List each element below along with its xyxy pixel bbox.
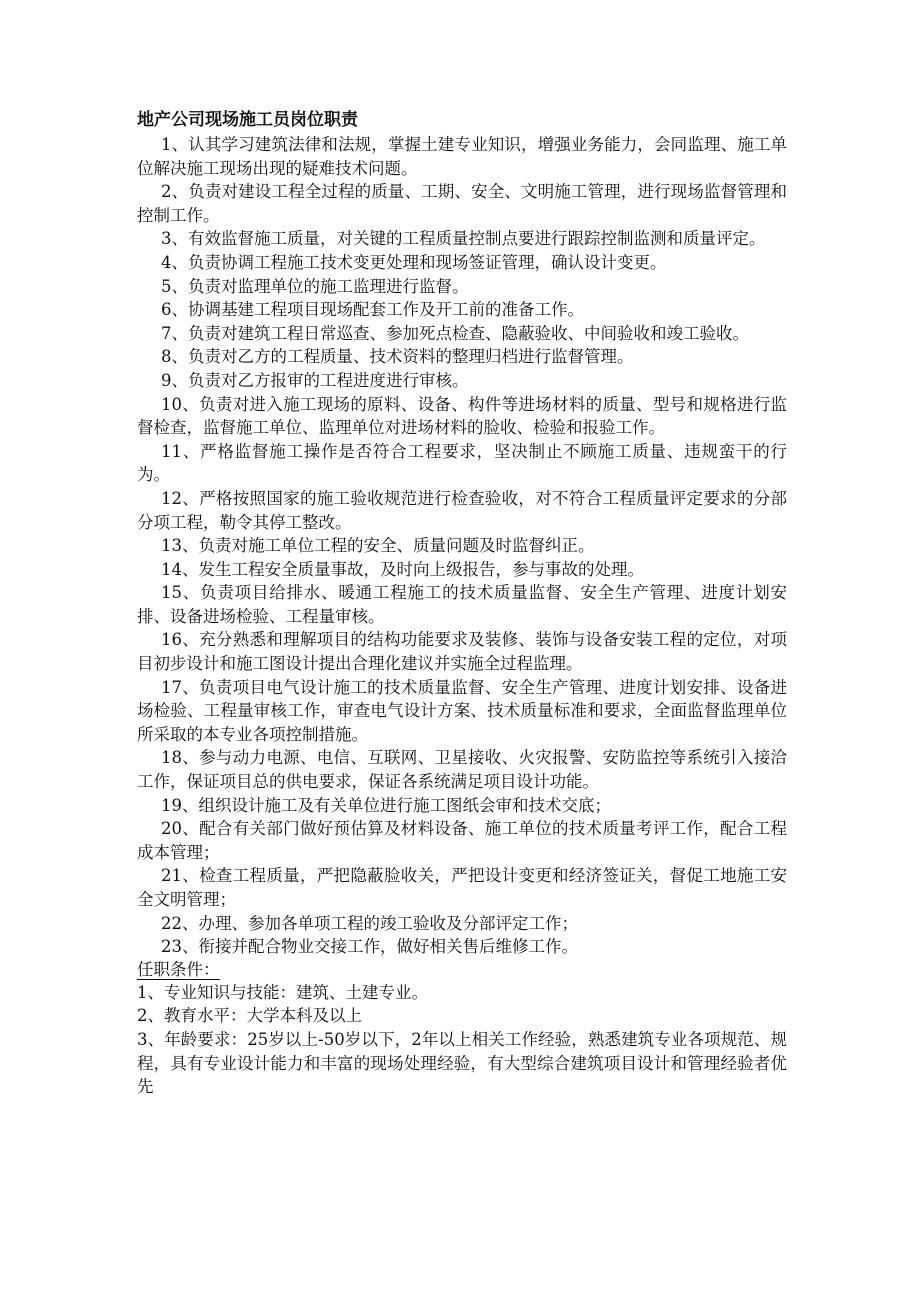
duty-item: 2、负责对建设工程全过程的质量、工期、安全、文明施工管理，进行现场监督管理和控制工作。 bbox=[137, 182, 787, 225]
duty-item: 9、负责对乙方报审的工程进度进行审核。 bbox=[161, 370, 469, 390]
duty-item: 22、办理、参加各单项工程的竣工验收及分部评定工作； bbox=[161, 913, 578, 933]
duty-item: 15、负责项目给排水、暖通工程施工的技术质量监督、安全生产管理、进度计划安排、设备进场检验、工程量审核。 bbox=[137, 583, 787, 626]
duty-item: 7、负责对建筑工程日常巡查、参加死点检查、隐蔽验收、中间验收和竣工验收。 bbox=[161, 323, 749, 343]
duty-item: 18、参与动力电源、电信、互联网、卫星接收、火灾报警、安防监控等系统引入接洽工作，保证项目总的供电要求，保证各系统满足项目设计功能。 bbox=[137, 748, 787, 792]
duty-item: 13、负责对施工单位工程的安全、质量问题及时监督纠正。 bbox=[161, 536, 595, 556]
requirement-item: 1、专业知识与技能：建筑、土建专业。 bbox=[137, 982, 428, 1002]
duty-item: 17、负责项目电气设计施工的技术质量监督、安全生产管理、进度计划安排、设备进场检验、工程量审核工作，审查电气设计方案、技术质量标准和要求，全面监督监理单位所采取的本专业各项控制措施。 bbox=[137, 677, 787, 744]
duty-item: 23、衔接并配合物业交接工作，做好相关售后维修工作。 bbox=[161, 937, 578, 957]
document-title: 地产公司现场施工员岗位职责 bbox=[137, 110, 358, 130]
duty-item: 19、组织设计施工及有关单位进行施工图纸会审和技术交底； bbox=[161, 795, 611, 815]
duties-list bbox=[137, 133, 787, 959]
duty-item: 21、检查工程质量，严把隐蔽脸收关，严把设计变更和经济签证关，督促工地施工安全文明管理； bbox=[137, 866, 787, 909]
duty-item: 3、有效监督施工质量，对关键的工程质量控制点要进行跟踪控制监测和质量评定。 bbox=[161, 229, 766, 249]
duty-item: 5、负责对监理单位的施工监理进行监督。 bbox=[161, 276, 469, 296]
duty-item: 16、充分熟悉和理解项目的结构功能要求及装修、装饰与设备安装工程的定位，对项目初步设计和施工图设计提出合理化建议并实施全过程监理。 bbox=[137, 630, 787, 674]
duty-item: 14、发生工程安全质量事故，及时向上级报告，参与事故的处理。 bbox=[161, 559, 644, 579]
duty-item: 10、负责对进入施工现场的原料、设备、构件等进场材料的质量、型号和规格进行监督检查，监督施工单位、监理单位对进场材料的脸收、检验和报验工作。 bbox=[137, 394, 787, 438]
duty-item: 11、严格监督施工操作是否符合工程要求，坚决制止不顾施工质量、违规蛮干的行为。 bbox=[137, 441, 787, 485]
requirements-heading bbox=[137, 959, 787, 981]
duty-item: 6、协调基建工程项目现场配套工作及开工前的准备工作。 bbox=[161, 300, 584, 320]
document-page bbox=[137, 108, 787, 1099]
requirement-item: 3、年龄要求：25岁以上-50岁以下，2年以上相关工作经验，熟悉建筑专业各项规范、规程，具有专业设计能力和丰富的现场处理经验，有大型综合建筑项目设计和管理经验者优先 bbox=[137, 1029, 787, 1097]
requirement-item: 2、教育水平：大学本科及以上 bbox=[137, 1006, 362, 1026]
duty-item: 12、严格按照国家的施工验收规范进行检查验收，对不符合工程质量评定要求的分部分项工程，勒令其停工整改。 bbox=[137, 488, 787, 532]
duty-item: 4、负责协调工程施工技术变更处理和现场签证管理，确认设计变更。 bbox=[161, 252, 667, 272]
duty-item: 1、认其学习建筑法律和法规，掌握土建专业知识，增强业务能力，会同监理、施工单位解决施工现场出现的疑难技术问题。 bbox=[137, 135, 787, 178]
requirements-list bbox=[137, 981, 787, 1099]
requirements-heading-text: 任职条件： bbox=[137, 959, 220, 979]
duty-item: 20、配合有关部门做好预估算及材料设备、施工单位的技术质量考评工作，配合工程成本管理； bbox=[137, 819, 787, 862]
duty-item: 8、负责对乙方的工程质量、技术资料的整理归档进行监督管理。 bbox=[161, 347, 634, 367]
